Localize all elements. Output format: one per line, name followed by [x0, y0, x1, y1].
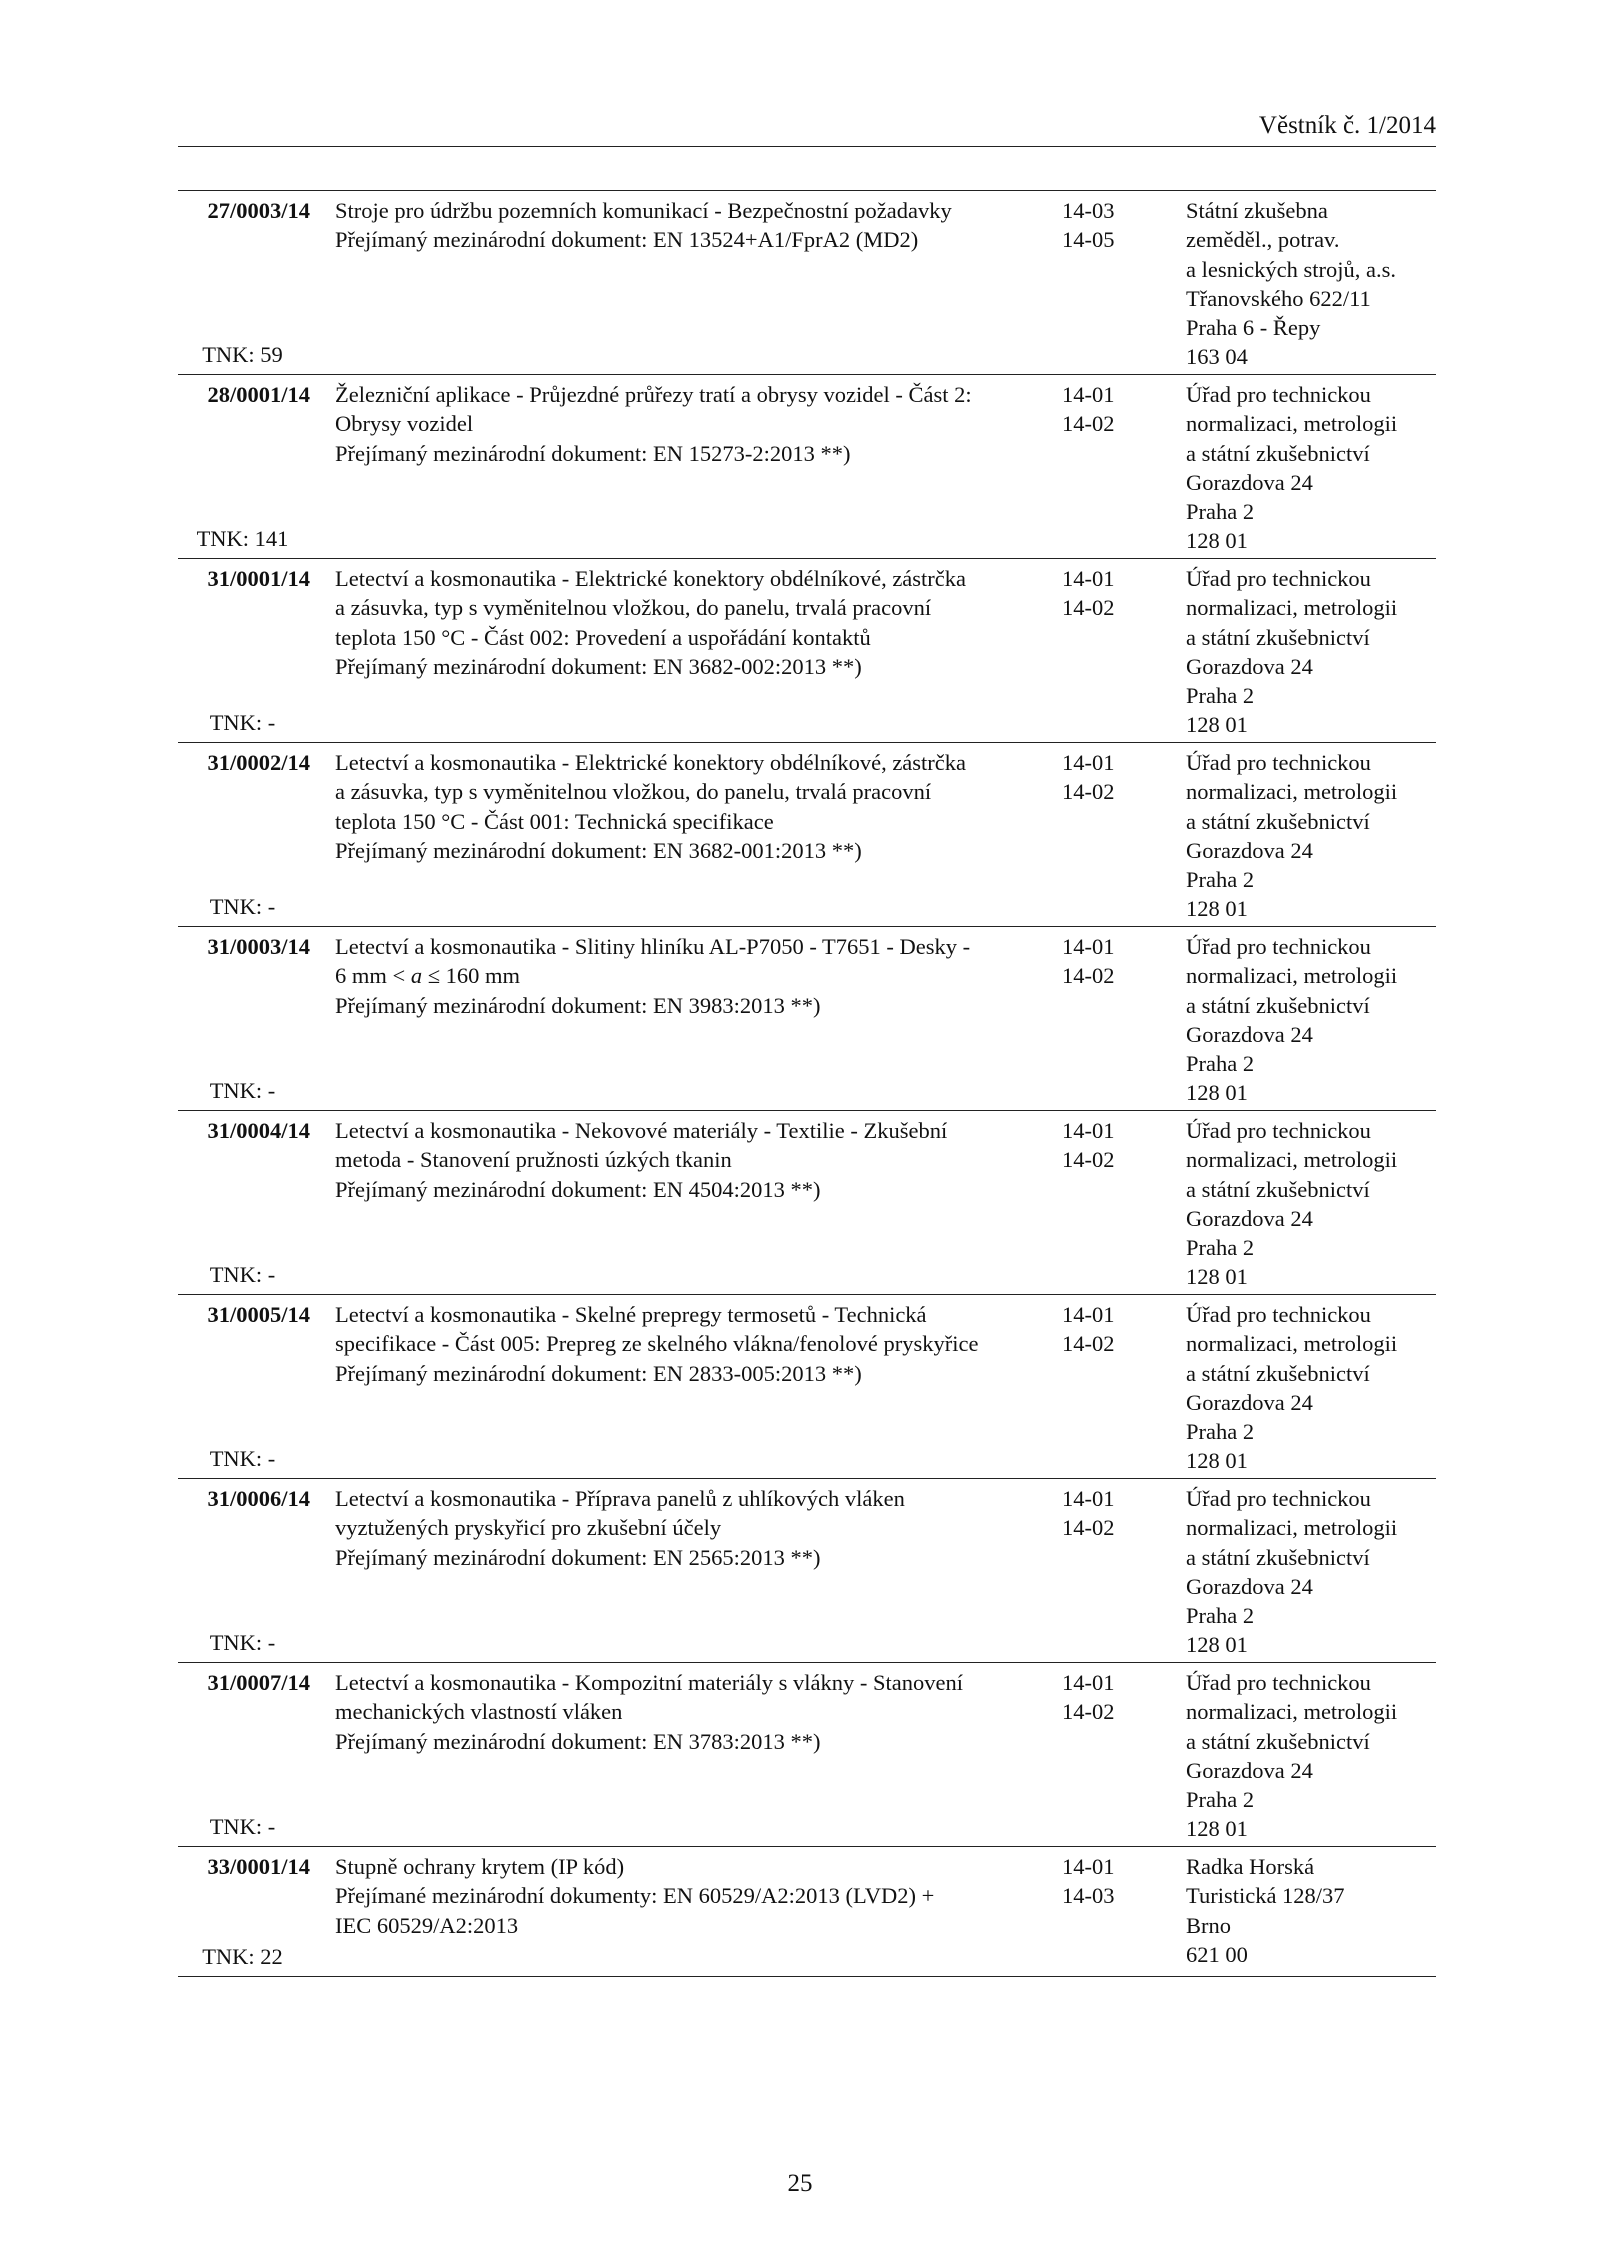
record-codes-cell — [1062, 932, 1152, 991]
record-id-cell — [178, 1116, 313, 1289]
record-number: 31/0002/14 — [207, 750, 310, 775]
title-line: Přejímaný mezinárodní dokument: EN 3983:2013 **) — [335, 992, 821, 1018]
code-value: 14-01 — [1062, 382, 1115, 407]
title-line: teplota 150 °C - Část 002: Provedení a uspořádání kontaktů — [335, 624, 871, 650]
record-organisation-cell — [1186, 1852, 1436, 1969]
organisation-line: Praha 6 - Řepy — [1186, 315, 1321, 341]
organisation-line: normalizaci, metrologii — [1186, 595, 1398, 621]
record-codes-cell — [1062, 1300, 1152, 1359]
record-title-cell — [335, 1116, 1055, 1204]
organisation-line: normalizaci, metrologii — [1186, 1515, 1398, 1541]
organisation-line: Úřad pro technickou — [1186, 1302, 1371, 1327]
record-codes-cell — [1062, 1852, 1152, 1911]
title-line: Přejímaný mezinárodní dokument: EN 15273-2:2013 **) — [335, 440, 851, 466]
organisation-line: Úřad pro technickou — [1186, 934, 1371, 959]
organisation-line: a státní zkušebnictví — [1186, 1728, 1370, 1754]
record-title-cell — [335, 564, 1055, 681]
code-value: 14-01 — [1062, 1854, 1115, 1879]
record-codes-cell — [1062, 196, 1152, 255]
record-codes-cell — [1062, 1668, 1152, 1727]
organisation-line: normalizaci, metrologii — [1186, 1699, 1398, 1725]
organisation-line: Gorazdova 24 — [1186, 1573, 1313, 1599]
record-id-cell — [178, 1668, 313, 1841]
record-number: 31/0003/14 — [207, 934, 310, 959]
table-row — [178, 375, 1436, 559]
code-value: 14-03 — [1062, 1883, 1115, 1909]
record-organisation-cell — [1186, 748, 1436, 924]
code-value: 14-02 — [1062, 1515, 1115, 1541]
record-id-cell — [178, 1852, 313, 1971]
organisation-line: Praha 2 — [1186, 1787, 1255, 1813]
organisation-line: Praha 2 — [1186, 683, 1255, 709]
record-id-cell — [178, 380, 313, 553]
record-title-cell — [335, 1484, 1055, 1572]
organisation-line: Praha 2 — [1186, 1235, 1255, 1261]
record-codes-cell — [1062, 564, 1152, 623]
organisation-line: Gorazdova 24 — [1186, 469, 1313, 495]
organisation-line: Praha 2 — [1186, 1603, 1255, 1629]
title-line: vyztužených pryskyřicí pro zkušební účely — [335, 1515, 722, 1541]
organisation-line: 128 01 — [1186, 1448, 1248, 1474]
record-number: 31/0007/14 — [207, 1670, 310, 1695]
title-line: Obrysy vozidel — [335, 411, 474, 437]
record-organisation-cell — [1186, 1668, 1436, 1844]
title-line: Letectví a kosmonautika - Elektrické konektory obdélníkové, zástrčka — [335, 750, 967, 775]
tnk-label: TNK: - — [209, 1261, 276, 1287]
organisation-line: Praha 2 — [1186, 499, 1255, 525]
organisation-line: 128 01 — [1186, 1080, 1248, 1106]
organisation-line: Radka Horská — [1186, 1854, 1315, 1879]
title-line: Stupně ochrany krytem (IP kód) — [335, 1854, 625, 1879]
organisation-line: a státní zkušebnictví — [1186, 624, 1370, 650]
code-value: 14-05 — [1062, 227, 1115, 253]
table-row — [178, 559, 1436, 743]
code-value: 14-01 — [1062, 1118, 1115, 1143]
organisation-line: zeměděl., potrav. — [1186, 227, 1340, 253]
organisation-line: Gorazdova 24 — [1186, 1205, 1313, 1231]
record-organisation-cell — [1186, 1300, 1436, 1476]
organisation-line: 128 01 — [1186, 712, 1248, 738]
title-line: Přejímaný mezinárodní dokument: EN 3783:2013 **) — [335, 1728, 821, 1754]
organisation-line: normalizaci, metrologii — [1186, 1331, 1398, 1357]
code-value: 14-02 — [1062, 1147, 1115, 1173]
record-number: 31/0001/14 — [207, 566, 310, 591]
code-value: 14-03 — [1062, 198, 1115, 223]
organisation-line: normalizaci, metrologii — [1186, 411, 1398, 437]
organisation-line: Gorazdova 24 — [1186, 1021, 1313, 1047]
record-codes-cell — [1062, 748, 1152, 807]
record-organisation-cell — [1186, 1116, 1436, 1292]
table-row — [178, 927, 1436, 1111]
organisation-line: a státní zkušebnictví — [1186, 440, 1370, 466]
organisation-line: 163 04 — [1186, 344, 1248, 370]
table-row — [178, 1847, 1436, 1977]
record-title-cell — [335, 380, 1055, 468]
organisation-line: 128 01 — [1186, 1816, 1248, 1842]
organisation-line: 128 01 — [1186, 1264, 1248, 1290]
title-line: Železniční aplikace - Průjezdné průřezy tratí a obrysy vozidel - Část 2: — [335, 382, 972, 407]
code-value: 14-02 — [1062, 1699, 1115, 1725]
page-header — [178, 112, 1436, 147]
record-codes-cell — [1062, 380, 1152, 439]
title-line: Přejímaný mezinárodní dokument: EN 3682-002:2013 **) — [335, 653, 862, 679]
record-number: 28/0001/14 — [207, 382, 310, 407]
record-id-cell — [178, 1484, 313, 1657]
title-line: 6 mm < a ≤ 160 mm — [335, 963, 521, 989]
title-line: Přejímaný mezinárodní dokument: EN 3682-001:2013 **) — [335, 837, 862, 863]
organisation-line: Praha 2 — [1186, 1419, 1255, 1445]
title-line: Letectví a kosmonautika - Skelné prepregy termosetů - Technická — [335, 1302, 927, 1327]
record-organisation-cell — [1186, 1484, 1436, 1660]
record-number: 31/0006/14 — [207, 1486, 310, 1511]
code-value: 14-02 — [1062, 595, 1115, 621]
table-row — [178, 1479, 1436, 1663]
organisation-line: Třanovského 622/11 — [1186, 285, 1371, 311]
code-value: 14-01 — [1062, 566, 1115, 591]
title-line: Letectví a kosmonautika - Slitiny hliníku AL-P7050 - T7651 - Desky - — [335, 934, 971, 959]
record-number: 27/0003/14 — [207, 198, 310, 223]
organisation-line: Úřad pro technickou — [1186, 1670, 1371, 1695]
record-id-cell — [178, 1300, 313, 1473]
table-row — [178, 1663, 1436, 1847]
organisation-line: a státní zkušebnictví — [1186, 1360, 1370, 1386]
table-row — [178, 743, 1436, 927]
tnk-label: TNK: - — [209, 1077, 276, 1103]
organisation-line: Praha 2 — [1186, 1051, 1255, 1077]
record-title-cell — [335, 932, 1055, 1020]
journal-issue: Věstník č. 1/2014 — [1258, 112, 1436, 139]
tnk-label: TNK: - — [209, 709, 276, 735]
record-number: 33/0001/14 — [207, 1854, 310, 1879]
title-line: Přejímaný mezinárodní dokument: EN 2565:2013 **) — [335, 1544, 821, 1570]
organisation-line: Úřad pro technickou — [1186, 1486, 1371, 1511]
organisation-line: a lesnických strojů, a.s. — [1186, 256, 1396, 282]
code-value: 14-02 — [1062, 779, 1115, 805]
title-line: Přejímané mezinárodní dokumenty: EN 60529/A2:2013 (LVD2) + — [335, 1883, 935, 1909]
title-line: a zásuvka, typ s vyměnitelnou vložkou, do panelu, trvalá pracovní — [335, 595, 932, 621]
record-title-cell — [335, 1300, 1055, 1388]
tnk-label: TNK: - — [209, 1813, 276, 1839]
organisation-line: normalizaci, metrologii — [1186, 779, 1398, 805]
organisation-line: Gorazdova 24 — [1186, 653, 1313, 679]
title-line: Letectví a kosmonautika - Nekovové materiály - Textilie - Zkušební — [335, 1118, 948, 1143]
record-organisation-cell — [1186, 932, 1436, 1108]
title-line: IEC 60529/A2:2013 — [335, 1912, 519, 1938]
organisation-line: a státní zkušebnictví — [1186, 1176, 1370, 1202]
code-value: 14-01 — [1062, 1302, 1115, 1327]
title-line: Přejímaný mezinárodní dokument: EN 13524+A1/FprA2 (MD2) — [335, 227, 919, 253]
code-value: 14-02 — [1062, 963, 1115, 989]
code-value: 14-02 — [1062, 411, 1115, 437]
code-value: 14-01 — [1062, 1670, 1115, 1695]
record-number: 31/0005/14 — [207, 1302, 310, 1327]
record-number: 31/0004/14 — [207, 1118, 310, 1143]
tnk-label: TNK: 59 — [202, 341, 283, 367]
organisation-line: Státní zkušebna — [1186, 198, 1328, 223]
organisation-line: 621 00 — [1186, 1941, 1248, 1967]
record-codes-cell — [1062, 1484, 1152, 1543]
organisation-line: Úřad pro technickou — [1186, 382, 1371, 407]
organisation-line: Turistická 128/37 — [1186, 1883, 1345, 1909]
tnk-label: TNK: - — [209, 1629, 276, 1655]
record-organisation-cell — [1186, 380, 1436, 556]
organisation-line: a státní zkušebnictví — [1186, 1544, 1370, 1570]
code-value: 14-01 — [1062, 1486, 1115, 1511]
record-id-cell — [178, 564, 313, 737]
title-line: Letectví a kosmonautika - Příprava panelů z uhlíkových vláken — [335, 1486, 905, 1511]
organisation-line: normalizaci, metrologii — [1186, 1147, 1398, 1173]
organisation-line: normalizaci, metrologii — [1186, 963, 1398, 989]
organisation-line: Gorazdova 24 — [1186, 1757, 1313, 1783]
table-row — [178, 1295, 1436, 1479]
table-row — [178, 191, 1436, 375]
record-title-cell — [335, 748, 1055, 865]
organisation-line: Gorazdova 24 — [1186, 837, 1313, 863]
record-organisation-cell — [1186, 564, 1436, 740]
organisation-line: a státní zkušebnictví — [1186, 808, 1370, 834]
organisation-line: 128 01 — [1186, 1632, 1248, 1658]
record-codes-cell — [1062, 1116, 1152, 1175]
code-value: 14-01 — [1062, 750, 1115, 775]
tnk-label: TNK: 22 — [202, 1943, 283, 1969]
title-line: teplota 150 °C - Část 001: Technická specifikace — [335, 808, 774, 834]
record-id-cell — [178, 932, 313, 1105]
record-id-cell — [178, 748, 313, 921]
organisation-line: Úřad pro technickou — [1186, 750, 1371, 775]
organisation-line: Úřad pro technickou — [1186, 1118, 1371, 1143]
title-line: Přejímaný mezinárodní dokument: EN 4504:2013 **) — [335, 1176, 821, 1202]
title-line: Letectví a kosmonautika - Elektrické konektory obdélníkové, zástrčka — [335, 566, 967, 591]
organisation-line: 128 01 — [1186, 528, 1248, 554]
tnk-label: TNK: 141 — [196, 525, 289, 551]
title-line: specifikace - Část 005: Prepreg ze skelného vlákna/fenolové pryskyřice — [335, 1331, 979, 1357]
record-title-cell — [335, 196, 1055, 255]
organisation-line: Gorazdova 24 — [1186, 1389, 1313, 1415]
record-title-cell — [335, 1668, 1055, 1756]
record-organisation-cell — [1186, 196, 1436, 372]
title-line: Stroje pro údržbu pozemních komunikací - Bezpečnostní požadavky — [335, 198, 952, 223]
organisation-line: a státní zkušebnictví — [1186, 992, 1370, 1018]
record-title-cell — [335, 1852, 1055, 1940]
title-line: Přejímaný mezinárodní dokument: EN 2833-005:2013 **) — [335, 1360, 862, 1386]
organisation-line: Úřad pro technickou — [1186, 566, 1371, 591]
title-line: a zásuvka, typ s vyměnitelnou vložkou, do panelu, trvalá pracovní — [335, 779, 932, 805]
organisation-line: Brno — [1186, 1912, 1231, 1938]
title-line: mechanických vlastností vláken — [335, 1699, 623, 1725]
code-value: 14-01 — [1062, 934, 1115, 959]
record-id-cell — [178, 196, 313, 369]
title-line: Letectví a kosmonautika - Kompozitní materiály s vlákny - Stanovení — [335, 1670, 963, 1695]
table-row — [178, 1111, 1436, 1295]
code-value: 14-02 — [1062, 1331, 1115, 1357]
tnk-label: TNK: - — [209, 1445, 276, 1471]
page-number: 25 — [787, 2170, 813, 2197]
standards-table — [178, 190, 1436, 1977]
organisation-line: Praha 2 — [1186, 867, 1255, 893]
tnk-label: TNK: - — [209, 893, 276, 919]
title-line: metoda - Stanovení pružnosti úzkých tkanin — [335, 1147, 732, 1173]
organisation-line: 128 01 — [1186, 896, 1248, 922]
